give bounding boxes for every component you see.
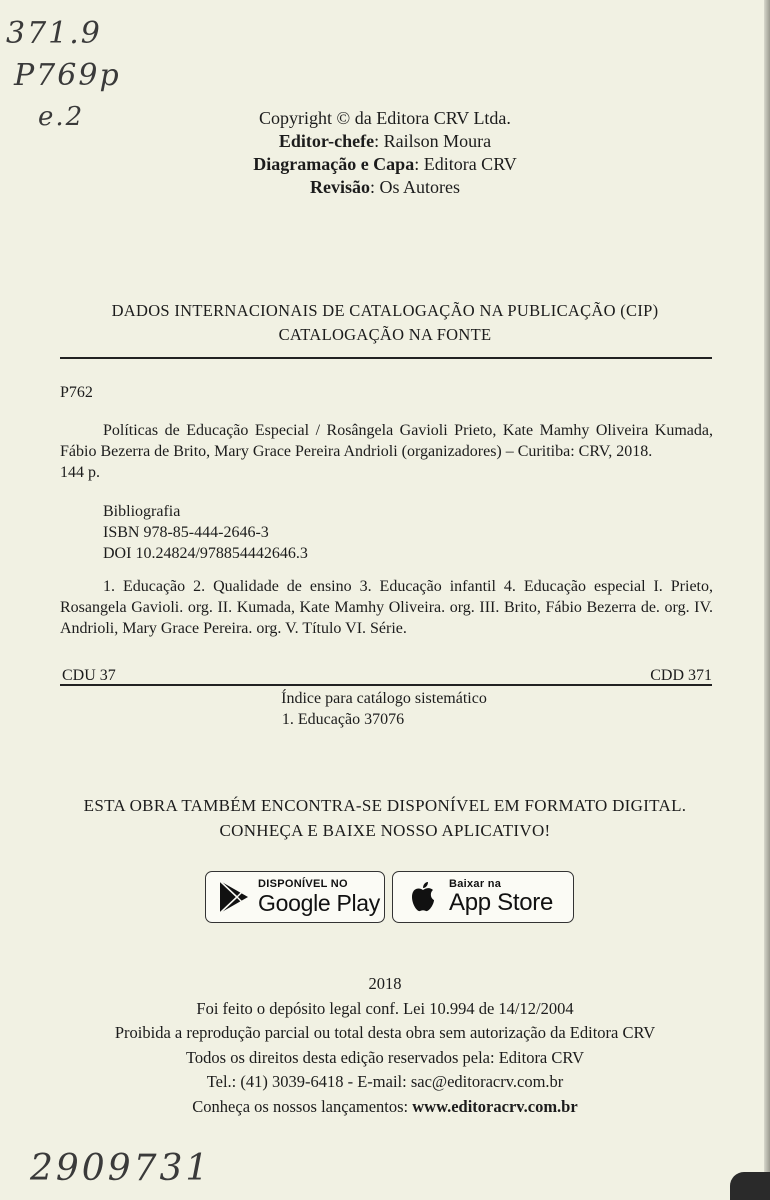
website-link[interactable]: www.editoracrv.com.br [412,1096,578,1116]
cip-title-line1: DADOS INTERNACIONAIS DE CATALOGAÇÃO NA PUBLICAÇÃO (CIP) [111,301,659,320]
cdd-code: CDD 371 [650,667,712,684]
apple-icon [409,881,437,913]
cip-top-rule [60,357,712,359]
page-corner-shadow [730,1172,770,1200]
digital-notice [0,793,770,843]
rights-notice: Todos os direitos desta edição reservados pela: Editora CRV [185,1047,584,1067]
review-label: Revisão [310,177,370,197]
handwritten-cutter: P769p [14,58,121,93]
cip-title [0,299,770,347]
publication-footer [0,972,770,1119]
editor-label: Editor-chefe [278,131,375,151]
systematic-index [0,688,770,730]
catalog-subjects-text: 1. Educação 2. Qualidade de ensino 3. Educação infantil 4. Educação especial I. Prieto, Rosangela Gavioli. org. II. Kumada, Kate Mamhy Oliveira. org. III. Brito, Fábio Bezerra de. org. IV. Andrioli, Mary Grace Pereira. org. V. Título VI. Série. [60,578,713,637]
cdu-code: CDU 37 [62,667,116,684]
page-edge-shadow [764,0,770,1200]
catalog-pages: 144 p. [60,464,100,481]
digital-notice-line1: ESTA OBRA TAMBÉM ENCONTRA-SE DISPONÍVEL EM FORMATO DIGITAL. [83,796,687,815]
digital-notice-line2: CONHEÇA E BAIXE NOSSO APLICATIVO! [219,821,551,840]
handwritten-classification: 371.9 [6,16,102,51]
bibliography-label: Bibliografia [103,503,181,520]
publication-year: 2018 [368,974,402,993]
credits-block [0,107,770,199]
google-play-small-label: DISPONÍVEL NO [258,878,348,890]
copyright-line: Copyright © da Editora CRV Ltda. [259,108,511,128]
catalog-entry [60,420,713,483]
call-number: P762 [60,384,93,401]
google-play-icon [218,880,250,914]
cip-bottom-rule [60,684,712,686]
layout-value: : Editora CRV [414,154,517,174]
isbn: ISBN 978-85-444-2646-3 [103,524,269,541]
review-line [0,176,770,199]
handwritten-edition: e.2 [38,102,85,132]
contact-line: Tel.: (41) 3039-6418 - E-mail: sac@editoracrv.com.br [206,1072,564,1091]
legal-deposit: Foi feito o depósito legal conf. Lei 10.994 de 14/12/2004 [196,998,574,1018]
app-store-big-label: App Store [449,889,554,916]
layout-label: Diagramação e Capa [253,154,415,174]
launches-prefix: Conheça os nossos lançamentos: [192,1096,413,1116]
reproduction-notice: Proibida a reprodução parcial ou total desta obra sem autorização da Editora CRV [114,1023,656,1042]
google-play-text [258,878,380,916]
catalog-subjects [60,576,713,639]
catalog-identifiers [103,501,308,564]
index-title: Índice para catálogo sistemático [281,690,487,707]
index-entry: 1. Educação 37076 [281,711,405,728]
editor-value: : Railson Moura [374,131,492,151]
catalog-entry-text: Políticas de Educação Especial / Rosângela Gavioli Prieto, Kate Mamhy Oliveira Kumada, Fábio Bezerra de Brito, Mary Grace Pereira Andrioli (organizadores) – Curitiba: CRV, 2018. [60,422,713,460]
doi: DOI 10.24824/978854442646.3 [103,545,308,562]
app-store-text [449,878,553,916]
google-play-badge[interactable] [205,871,385,923]
google-play-big-label: Google Play [258,890,380,916]
editor-line [0,130,770,153]
launches-line [0,1095,770,1120]
review-value: : Os Autores [370,177,460,197]
app-store-small-label: Baixar na [449,878,502,890]
app-store-badge[interactable] [392,871,574,923]
cip-title-line2: CATALOGAÇÃO NA FONTE [278,325,492,344]
handwritten-accession-number: 2909731 [30,1148,212,1189]
layout-line [0,153,770,176]
